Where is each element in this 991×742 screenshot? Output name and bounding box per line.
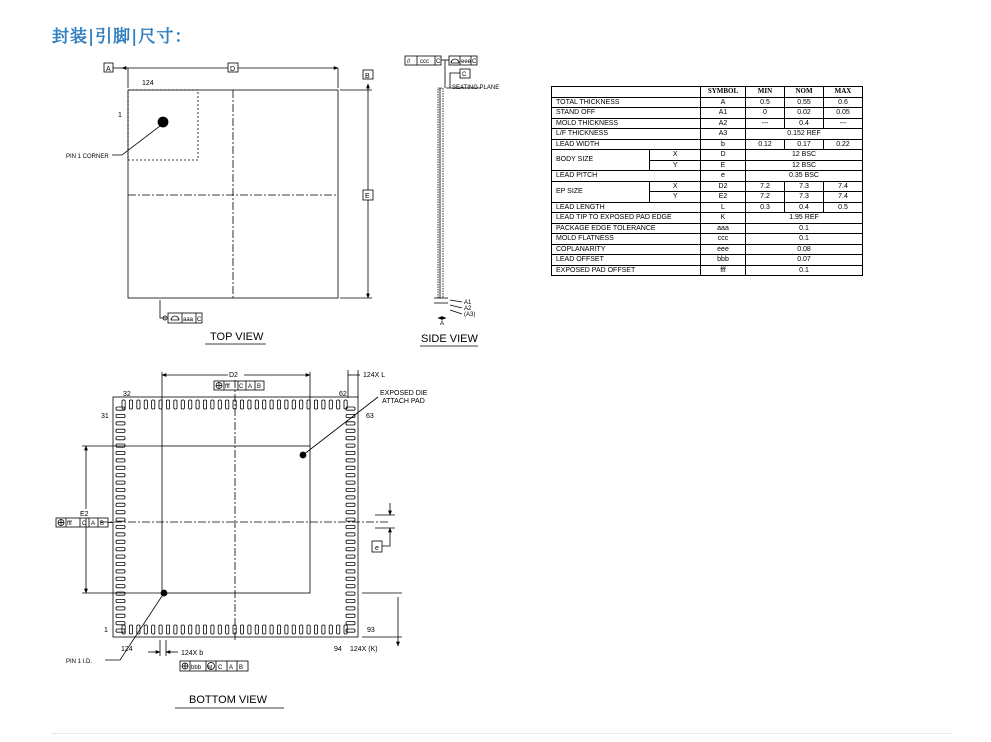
lead-pad — [116, 592, 125, 595]
min-cell: 0.12 — [746, 139, 785, 150]
page-heading: 封装|引脚|尺寸： — [52, 27, 193, 47]
pin-32: 32 — [123, 391, 131, 398]
pin-31: 31 — [101, 413, 109, 420]
top-view-caption: TOP VIEW — [210, 331, 264, 343]
lead-pad — [277, 625, 280, 634]
dim-lead-b: 124X b — [181, 650, 204, 657]
table-row — [552, 265, 863, 276]
lead-pad — [285, 400, 288, 409]
datum-a: A — [106, 66, 111, 73]
table-header-min: MIN — [746, 87, 785, 98]
lead-pad — [240, 400, 243, 409]
pin-62: 62 — [339, 391, 347, 398]
flatness-datum: C — [436, 59, 441, 65]
param-cell: STAND OFF — [552, 108, 701, 119]
lead-pad — [346, 488, 355, 491]
lead-pad — [116, 481, 125, 484]
nom-cell: 0.02 — [785, 108, 824, 119]
lead-pad — [314, 625, 317, 634]
pin-94: 94 — [334, 646, 342, 653]
value-cell: 1.95 REF — [746, 213, 863, 224]
lead-pad — [116, 607, 125, 610]
datum-c: C — [462, 72, 467, 78]
top-view-labels — [66, 66, 370, 343]
symbol-cell: A3 — [701, 129, 746, 140]
table-row — [552, 213, 863, 224]
lead-pad — [116, 525, 125, 528]
lead-pad — [300, 625, 303, 634]
top-view — [104, 63, 373, 344]
lead-pad — [116, 503, 125, 506]
max-cell: 0.6 — [824, 97, 863, 108]
lead-pad — [346, 555, 355, 558]
lead-pad — [346, 577, 355, 580]
sub-cell: X — [650, 181, 701, 192]
param-cell: L/F THICKNESS — [552, 129, 701, 140]
lead-pad — [144, 625, 147, 634]
leads-left — [116, 407, 125, 632]
table-row — [552, 129, 863, 140]
lead-pad — [346, 496, 355, 499]
lead-pad — [116, 466, 125, 469]
lead-pad — [189, 400, 192, 409]
max-cell: --- — [824, 118, 863, 129]
lead-pad — [346, 451, 355, 454]
lead-pad — [346, 518, 355, 521]
lead-pad — [248, 400, 251, 409]
lead-pad — [292, 625, 295, 634]
lead-pad — [346, 622, 355, 625]
symbol-cell: A — [701, 97, 746, 108]
lead-pad — [314, 400, 317, 409]
lead-pad — [346, 429, 355, 432]
table-header-symbol: SYMBOL — [701, 87, 746, 98]
pin-63: 63 — [366, 413, 374, 420]
leads-right — [346, 407, 355, 632]
dim-e: E — [365, 193, 370, 200]
pitch-label: e — [375, 545, 379, 552]
min-cell: 7.2 — [746, 192, 785, 203]
param-cell: LEAD OFFSET — [552, 255, 701, 266]
param-cell: LEAD LENGTH — [552, 202, 701, 213]
symbol-cell: E — [701, 160, 746, 171]
pin1-id-label: PIN 1 I.D. — [66, 659, 93, 665]
fcf-bottom-mod: M — [208, 665, 213, 671]
lead-pad — [285, 625, 288, 634]
lead-pad — [116, 437, 125, 440]
param-cell: EXPOSED PAD OFFSET — [552, 265, 701, 276]
symbol-cell: E2 — [701, 192, 746, 203]
dim-d2: D2 — [229, 372, 238, 379]
lead-pad — [346, 459, 355, 462]
fcf-top-tol: fff — [225, 384, 230, 390]
fcf-bottom-d1: C — [218, 665, 223, 671]
dim-lead-k: 124X (K) — [350, 646, 378, 653]
lead-pad — [211, 625, 214, 634]
lead-pad — [181, 625, 184, 634]
param-cell: LEAD PITCH — [552, 171, 701, 182]
lead-pad — [346, 481, 355, 484]
table-row — [552, 108, 863, 119]
lead-pad — [346, 599, 355, 602]
lead-pad — [240, 625, 243, 634]
fcf-left-d2: A — [91, 521, 96, 527]
lead-pad — [116, 570, 125, 573]
lead-pad — [346, 562, 355, 565]
lead-pad — [174, 625, 177, 634]
max-cell: 7.4 — [824, 192, 863, 203]
fcf-top-d1: C — [239, 384, 244, 390]
lead-pad — [203, 625, 206, 634]
lead-pad — [255, 400, 258, 409]
lead-pad — [346, 548, 355, 551]
param-cell: LEAD WIDTH — [552, 139, 701, 150]
nom-cell: 0.4 — [785, 202, 824, 213]
lead-pad — [344, 400, 347, 409]
symbol-cell: D — [701, 150, 746, 161]
fcf-top-d2: A — [248, 384, 253, 390]
lead-pad — [218, 400, 221, 409]
max-cell: 0.05 — [824, 108, 863, 119]
table-row — [552, 255, 863, 266]
lead-pad — [166, 400, 169, 409]
exposed-pad-label-2: ATTACH PAD — [382, 398, 425, 405]
table-row — [552, 234, 863, 245]
value-cell: 12 BSC — [746, 150, 863, 161]
side-view-labels — [407, 59, 499, 345]
lead-pad — [116, 496, 125, 499]
table-row — [552, 181, 863, 192]
lead-pad — [116, 518, 125, 521]
pin1-corner-label: PIN 1 CORNER — [66, 154, 109, 160]
min-cell: 0.5 — [746, 97, 785, 108]
lead-pad — [346, 540, 355, 543]
lead-pad — [346, 592, 355, 595]
pin-124: 124 — [121, 646, 133, 653]
fcf-aaa-datum: C — [197, 317, 202, 323]
lead-pad — [346, 614, 355, 617]
lead-pad — [116, 548, 125, 551]
lead-pad — [181, 400, 184, 409]
table-row — [552, 244, 863, 255]
lead-pad — [329, 625, 332, 634]
nom-cell: 0.17 — [785, 139, 824, 150]
nom-cell: 0.55 — [785, 97, 824, 108]
lead-pad — [116, 533, 125, 536]
symbol-cell: eee — [701, 244, 746, 255]
sub-cell: Y — [650, 160, 701, 171]
lead-pad — [277, 400, 280, 409]
lead-pad — [346, 585, 355, 588]
pin-124-label: 124 — [142, 80, 154, 87]
lead-pad — [300, 400, 303, 409]
table-header-nom: NOM — [785, 87, 824, 98]
lead-pad — [346, 525, 355, 528]
value-cell: 12 BSC — [746, 160, 863, 171]
lead-pad — [116, 562, 125, 565]
exposed-pad-label-1: EXPOSED DIE — [380, 390, 428, 397]
value-cell: 0.1 — [746, 223, 863, 234]
lead-pad — [263, 625, 266, 634]
lead-pad — [346, 570, 355, 573]
fcf-bottom-tol: bbb — [191, 665, 202, 671]
lead-pad — [211, 400, 214, 409]
dim-e2: E2 — [80, 511, 89, 518]
symbol-cell: b — [701, 139, 746, 150]
flatness-symbol: // — [407, 59, 411, 65]
lead-pad — [116, 614, 125, 617]
flatness-tol: ccc — [420, 59, 429, 65]
lead-pad — [270, 625, 273, 634]
table-row — [552, 118, 863, 129]
fcf-left-tol: fff — [67, 521, 72, 527]
lead-pad — [226, 625, 229, 634]
lead-pad — [116, 511, 125, 514]
side-view-caption: SIDE VIEW — [421, 333, 478, 345]
symbol-cell: L — [701, 202, 746, 213]
lead-pad — [248, 625, 251, 634]
sub-cell: X — [650, 150, 701, 161]
lead-pad — [116, 629, 125, 632]
lead-pad — [346, 503, 355, 506]
lead-pad — [307, 625, 310, 634]
lead-pad — [346, 422, 355, 425]
max-cell: 7.4 — [824, 181, 863, 192]
min-cell: 0.3 — [746, 202, 785, 213]
param-cell: EP SIZE — [552, 181, 650, 202]
lead-pad — [116, 459, 125, 462]
lead-pad — [337, 400, 340, 409]
lead-pad — [152, 625, 155, 634]
table-row — [552, 223, 863, 234]
lead-pad — [346, 533, 355, 536]
lead-pad — [116, 622, 125, 625]
lead-pad — [116, 414, 125, 417]
lead-pad — [129, 400, 132, 409]
lead-pad — [116, 540, 125, 543]
value-cell: 0.1 — [746, 265, 863, 276]
lead-pad — [329, 400, 332, 409]
param-cell: MOLD THICKNESS — [552, 118, 701, 129]
lead-pad — [174, 400, 177, 409]
lead-pad — [166, 625, 169, 634]
fcf-bottom-d2: A — [229, 665, 234, 671]
table-header-max: MAX — [824, 87, 863, 98]
fcf-left-d1: C — [82, 521, 87, 527]
dim-d: D — [230, 66, 236, 73]
symbol-cell: ccc — [701, 234, 746, 245]
lead-pad — [116, 474, 125, 477]
max-cell: 0.22 — [824, 139, 863, 150]
lead-pad — [116, 585, 125, 588]
lead-pad — [159, 625, 162, 634]
nom-cell: 0.4 — [785, 118, 824, 129]
table-body — [552, 97, 863, 276]
pin-1-label: 1 — [118, 112, 122, 119]
lead-pad — [116, 555, 125, 558]
param-cell: COPLANARITY — [552, 244, 701, 255]
lead-pad — [346, 444, 355, 447]
lead-pad — [189, 625, 192, 634]
lead-pad — [203, 400, 206, 409]
lead-pad — [116, 577, 125, 580]
fcf-top-d3: B — [257, 384, 262, 390]
symbol-cell: aaa — [701, 223, 746, 234]
lead-pad — [137, 400, 140, 409]
lead-pad — [116, 429, 125, 432]
lead-pad — [322, 625, 325, 634]
lead-pad — [263, 400, 266, 409]
lead-pad — [255, 625, 258, 634]
pin-93: 93 — [367, 627, 375, 634]
table-row — [552, 171, 863, 182]
lead-pad — [346, 607, 355, 610]
lead-pad — [196, 625, 199, 634]
table-row — [552, 202, 863, 213]
symbol-cell: fff — [701, 265, 746, 276]
lead-pad — [226, 400, 229, 409]
fcf-left-d3: B — [100, 521, 105, 527]
value-cell: 0.07 — [746, 255, 863, 266]
lead-pad — [322, 400, 325, 409]
table-row — [552, 150, 863, 161]
symbol-cell: e — [701, 171, 746, 182]
param-cell: TOTAL THICKNESS — [552, 97, 701, 108]
value-cell: 0.152 REF — [746, 129, 863, 140]
coplanarity-datum: C — [472, 59, 477, 65]
min-cell: --- — [746, 118, 785, 129]
lead-pad — [116, 488, 125, 491]
min-cell: 0 — [746, 108, 785, 119]
table-header-param — [552, 87, 701, 98]
dimension-spec-table — [551, 86, 863, 276]
lead-pad — [346, 511, 355, 514]
fcf-aaa-tol: aaa — [183, 317, 194, 323]
bottom-view-caption: BOTTOM VIEW — [189, 694, 268, 706]
lead-pad — [116, 451, 125, 454]
value-cell: 0.35 BSC — [746, 171, 863, 182]
param-cell: PACKAGE EDGE TOLERANCE — [552, 223, 701, 234]
table-row — [552, 97, 863, 108]
lead-pad — [116, 599, 125, 602]
datum-b: B — [365, 73, 370, 80]
fcf-bottom-d3: B — [239, 665, 244, 671]
lead-pad — [346, 437, 355, 440]
lead-pad — [337, 625, 340, 634]
symbol-cell: A2 — [701, 118, 746, 129]
dim-a2: A2 — [464, 306, 472, 312]
nom-cell: 7.3 — [785, 192, 824, 203]
bottom-view — [56, 370, 402, 708]
sub-cell: Y — [650, 192, 701, 203]
symbol-cell: A1 — [701, 108, 746, 119]
dim-a3: (A3) — [464, 312, 476, 318]
value-cell: 0.08 — [746, 244, 863, 255]
symbol-cell: D2 — [701, 181, 746, 192]
param-cell: MOLD FLATNESS — [552, 234, 701, 245]
coplanarity-tol: eee — [461, 59, 472, 65]
max-cell: 0.5 — [824, 202, 863, 213]
dim-a1: A1 — [464, 300, 472, 306]
lead-pad — [129, 625, 132, 634]
seating-plane-label: SEATING PLANE — [452, 85, 500, 91]
dim-lead-l: 124X L — [363, 372, 386, 379]
lead-pad — [270, 400, 273, 409]
footer-divider — [52, 733, 952, 734]
lead-pad — [196, 400, 199, 409]
lead-pad — [218, 625, 221, 634]
dim-a: A — [440, 321, 445, 327]
lead-pad — [346, 474, 355, 477]
symbol-cell: bbb — [701, 255, 746, 266]
symbol-cell: K — [701, 213, 746, 224]
nom-cell: 7.3 — [785, 181, 824, 192]
lead-pad — [346, 466, 355, 469]
table-row — [552, 139, 863, 150]
min-cell: 7.2 — [746, 181, 785, 192]
lead-pad — [292, 400, 295, 409]
lead-pad — [152, 400, 155, 409]
table-header-row — [552, 87, 863, 98]
lead-pad — [116, 422, 125, 425]
pin-1: 1 — [104, 627, 108, 634]
lead-pad — [144, 400, 147, 409]
param-cell: LEAD TIP TO EXPOSED PAD EDGE — [552, 213, 701, 224]
param-cell: BODY SIZE — [552, 150, 650, 171]
value-cell: 0.1 — [746, 234, 863, 245]
